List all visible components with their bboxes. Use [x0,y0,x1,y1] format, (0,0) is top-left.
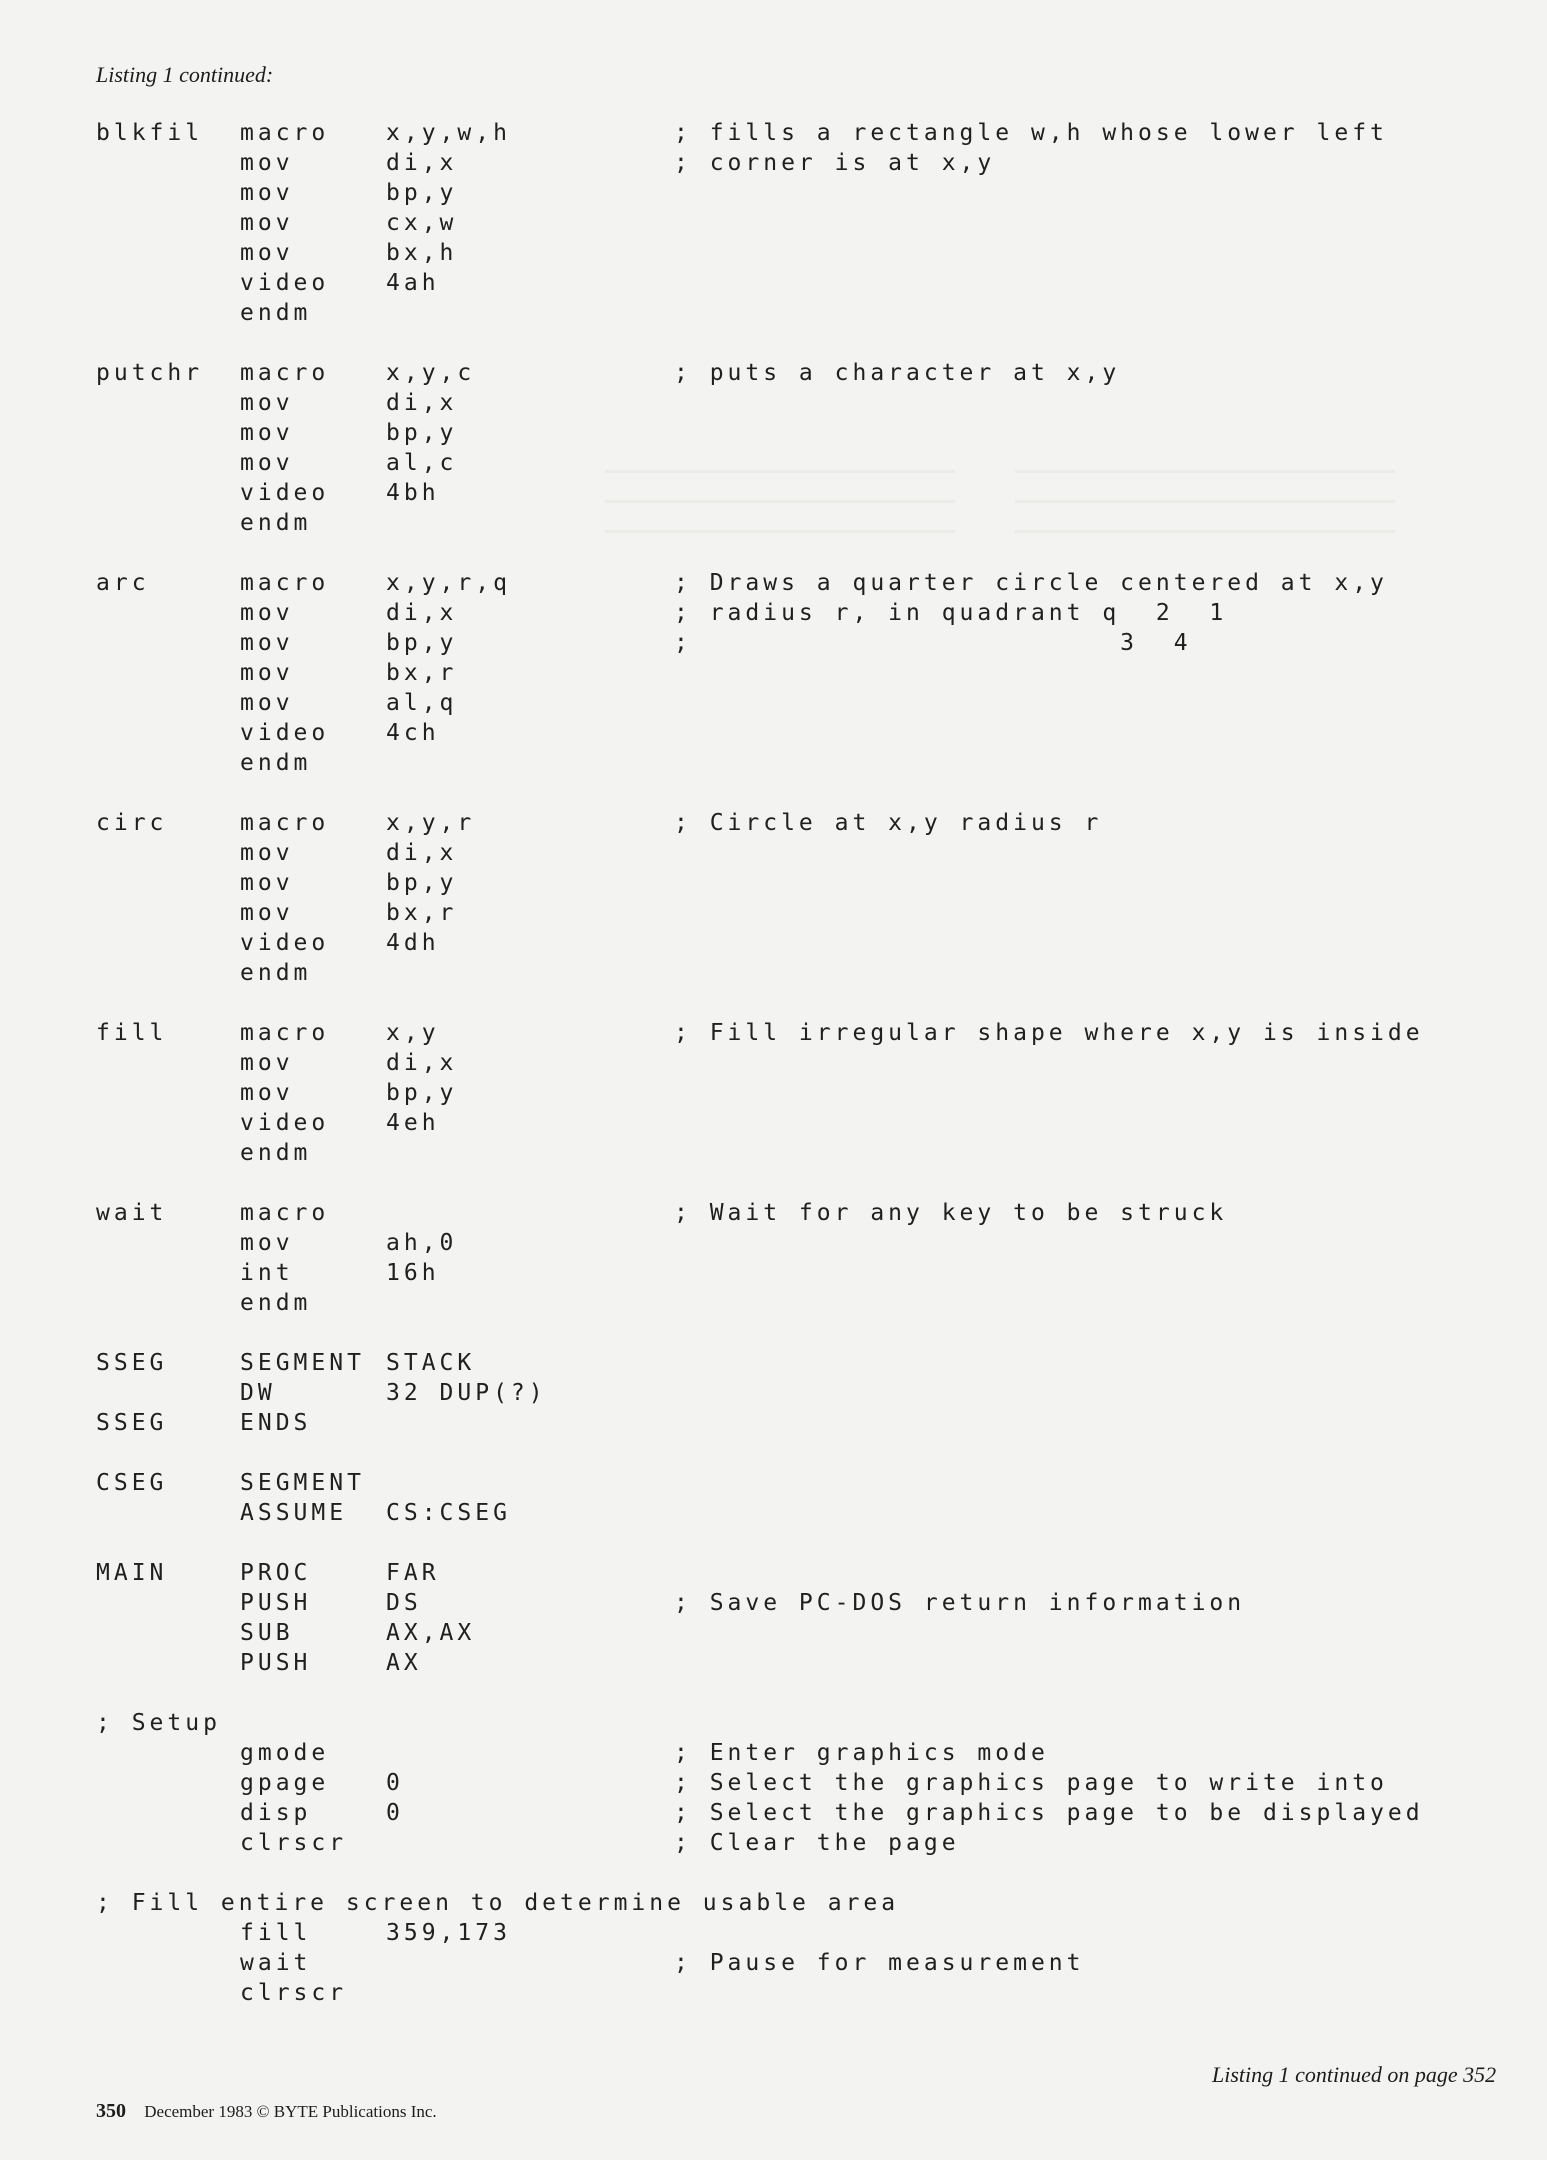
code-opcode: endm [240,1140,312,1166]
code-opcode: mov [240,1050,294,1076]
blank-line [96,1680,1536,1710]
code-label: CSEG [96,1470,168,1496]
listing-caption: Listing 1 continued: [96,62,274,87]
code-line [96,900,1536,930]
code-line [96,210,1536,240]
code-line [96,1380,1536,1410]
code-opcode: DW [240,1380,276,1406]
code-operands: x,y,w,h [386,120,511,146]
code-line [96,120,1536,150]
blank-line [96,1170,1536,1200]
code-comment: ; puts a character at x,y [674,360,1121,386]
code-line [96,390,1536,420]
code-line [96,1020,1536,1050]
code-opcode: mov [240,900,294,926]
code-opcode: ASSUME [240,1500,348,1526]
code-opcode: endm [240,960,312,986]
code-operands: 4eh [386,1110,440,1136]
code-line [96,1800,1536,1830]
code-line [96,270,1536,300]
code-operands: 359,173 [386,1920,511,1946]
code-opcode: mov [240,240,294,266]
code-opcode: macro [240,1200,330,1226]
code-opcode: gpage [240,1770,330,1796]
code-line [96,1500,1536,1530]
blank-line [96,1320,1536,1350]
code-opcode: endm [240,1290,312,1316]
code-opcode: macro [240,360,330,386]
code-line [96,1110,1536,1140]
code-comment: ; radius r, in quadrant q 2 1 [674,600,1228,626]
blank-line [96,540,1536,570]
code-operands: x,y,r,q [386,570,511,596]
code-operands: bx,r [386,660,458,686]
code-line [96,1350,1536,1380]
code-comment: ; Select the graphics page to write into [674,1770,1388,1796]
code-line [96,1620,1536,1650]
code-operands: AX [386,1650,422,1676]
code-operands: x,y,r [386,810,476,836]
blank-line [96,330,1536,360]
page-number: 350 [96,2100,126,2122]
code-operands: al,c [386,450,458,476]
code-opcode: disp [240,1800,312,1826]
code-operands: DS [386,1590,422,1616]
code-opcode: video [240,480,330,506]
code-line [96,1710,1536,1740]
code-line [96,450,1536,480]
code-operands: di,x [386,150,458,176]
code-comment-line: ; Fill entire screen to determine usable area [96,1890,900,1916]
code-comment-line: ; Setup [96,1710,221,1736]
code-line [96,810,1536,840]
code-comment: ; 3 4 [674,630,1192,656]
code-opcode: fill [240,1920,312,1946]
code-operands: 4dh [386,930,440,956]
code-opcode: video [240,1110,330,1136]
code-opcode: mov [240,450,294,476]
code-opcode: mov [240,630,294,656]
code-line [96,1590,1536,1620]
code-operands: 16h [386,1260,440,1286]
code-line [96,690,1536,720]
code-comment: ; fills a rectangle w,h whose lower left [674,120,1388,146]
code-opcode: gmode [240,1740,330,1766]
code-operands: cx,w [386,210,458,236]
code-label: fill [96,1020,168,1046]
code-comment: ; Save PC-DOS return information [674,1590,1246,1616]
code-operands: 32 DUP(?) [386,1380,547,1406]
code-operands: 4ch [386,720,440,746]
code-line [96,1230,1536,1260]
code-listing [96,120,1536,2010]
code-comment: ; Wait for any key to be struck [674,1200,1228,1226]
code-line [96,1770,1536,1800]
code-line [96,1140,1536,1170]
code-line [96,600,1536,630]
code-operands: ah,0 [386,1230,458,1256]
blank-line [96,1530,1536,1560]
code-line [96,510,1536,540]
code-line [96,1920,1536,1950]
blank-line [96,1860,1536,1890]
code-operands: bp,y [386,180,458,206]
code-line [96,1890,1536,1920]
code-line [96,1980,1536,2010]
code-operands: 0 [386,1800,404,1826]
code-operands: bx,r [386,900,458,926]
code-opcode: PROC [240,1560,312,1586]
code-operands: CS:CSEG [386,1500,511,1526]
code-opcode: macro [240,120,330,146]
code-line [96,870,1536,900]
code-line [96,960,1536,990]
code-line [96,1200,1536,1230]
code-opcode: SEGMENT [240,1470,365,1496]
code-comment: ; Circle at x,y radius r [674,810,1103,836]
code-line [96,360,1536,390]
code-opcode: SUB [240,1620,294,1646]
code-operands: bx,h [386,240,458,266]
code-line [96,240,1536,270]
code-operands: bp,y [386,1080,458,1106]
code-line [96,180,1536,210]
code-line [96,1740,1536,1770]
code-line [96,750,1536,780]
code-comment: ; Fill irregular shape where x,y is inside [674,1020,1424,1046]
code-label: circ [96,810,168,836]
code-opcode: mov [240,390,294,416]
code-operands: bp,y [386,420,458,446]
code-opcode: video [240,930,330,956]
code-line [96,1650,1536,1680]
code-operands: 4bh [386,480,440,506]
publication-credit: December 1983 © BYTE Publications Inc. [144,2102,437,2121]
blank-line [96,1440,1536,1470]
code-opcode: mov [240,840,294,866]
code-operands: FAR [386,1560,440,1586]
code-opcode: macro [240,570,330,596]
code-operands: 4ah [386,270,440,296]
code-line [96,1830,1536,1860]
code-opcode: int [240,1260,294,1286]
code-line [96,150,1536,180]
code-opcode: mov [240,660,294,686]
code-line [96,720,1536,750]
code-operands: di,x [386,600,458,626]
code-line [96,1950,1536,1980]
code-opcode: macro [240,1020,330,1046]
code-comment: ; Clear the page [674,1830,960,1856]
code-opcode: mov [240,1080,294,1106]
code-line [96,420,1536,450]
code-operands: al,q [386,690,458,716]
code-opcode: video [240,270,330,296]
code-line [96,660,1536,690]
code-line [96,1080,1536,1110]
code-opcode: mov [240,600,294,626]
code-operands: bp,y [386,630,458,656]
code-label: putchr [96,360,204,386]
code-opcode: mov [240,420,294,446]
code-line [96,480,1536,510]
code-comment: ; Draws a quarter circle centered at x,y [674,570,1388,596]
code-opcode: mov [240,690,294,716]
code-comment: ; Pause for measurement [674,1950,1085,1976]
code-label: wait [96,1200,168,1226]
code-opcode: clrscr [240,1980,348,2006]
code-opcode: clrscr [240,1830,348,1856]
code-operands: di,x [386,390,458,416]
code-opcode: PUSH [240,1650,312,1676]
code-operands: di,x [386,1050,458,1076]
code-operands: x,y [386,1020,440,1046]
code-label: blkfil [96,120,204,146]
code-line [96,300,1536,330]
blank-line [96,990,1536,1020]
code-line [96,1050,1536,1080]
code-comment: ; corner is at x,y [674,150,996,176]
code-operands: di,x [386,840,458,866]
code-opcode: mov [240,180,294,206]
code-opcode: wait [240,1950,312,1976]
code-line [96,1410,1536,1440]
code-operands: STACK [386,1350,476,1376]
code-opcode: macro [240,810,330,836]
code-opcode: mov [240,150,294,176]
code-line [96,1290,1536,1320]
code-line [96,630,1536,660]
code-operands: 0 [386,1770,404,1796]
code-line [96,930,1536,960]
code-opcode: endm [240,510,312,536]
code-opcode: PUSH [240,1590,312,1616]
code-label: arc [96,570,150,596]
code-operands: bp,y [386,870,458,896]
page-footer [96,2100,437,2123]
code-opcode: video [240,720,330,746]
code-label: SSEG [96,1350,168,1376]
continued-note: Listing 1 continued on page 352 [1212,2062,1497,2087]
code-opcode: endm [240,750,312,776]
code-opcode: mov [240,1230,294,1256]
code-label: MAIN [96,1560,168,1586]
code-opcode: ENDS [240,1410,312,1436]
code-operands: x,y,c [386,360,476,386]
code-comment: ; Enter graphics mode [674,1740,1049,1766]
code-line [96,1560,1536,1590]
code-line [96,1260,1536,1290]
code-label: SSEG [96,1410,168,1436]
code-opcode: mov [240,870,294,896]
code-line [96,570,1536,600]
code-operands: AX,AX [386,1620,476,1646]
blank-line [96,780,1536,810]
code-line [96,1470,1536,1500]
code-line [96,840,1536,870]
code-opcode: SEGMENT [240,1350,365,1376]
code-opcode: mov [240,210,294,236]
code-opcode: endm [240,300,312,326]
code-comment: ; Select the graphics page to be displayed [674,1800,1424,1826]
